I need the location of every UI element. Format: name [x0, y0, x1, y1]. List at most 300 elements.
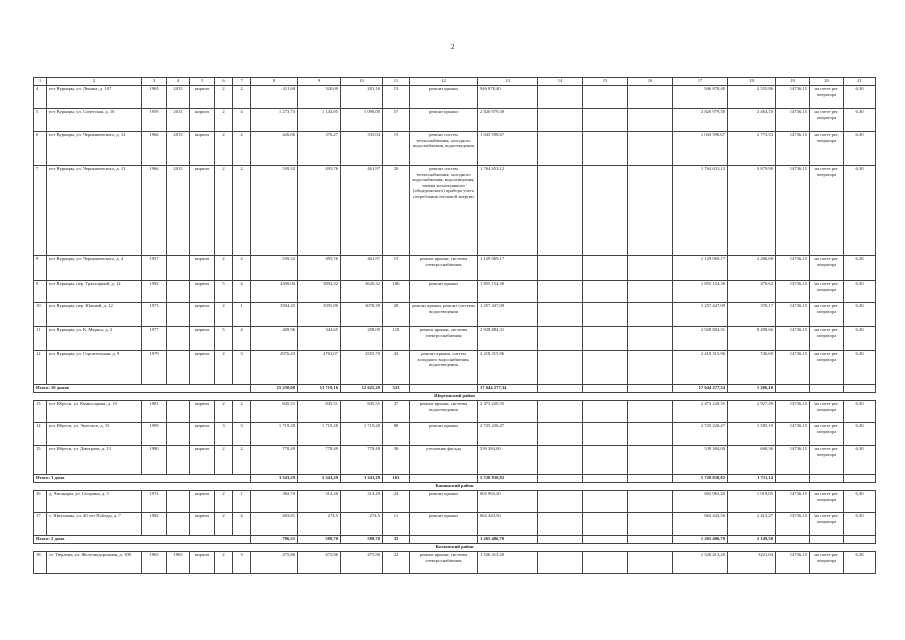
- table-cell: 6,30: [844, 132, 876, 166]
- table-cell: ремонт крыши, ремонт системы водоотведения: [410, 303, 478, 327]
- total-value: 588,70: [341, 536, 383, 544]
- table-cell: [583, 491, 628, 513]
- table-cell: 5: [215, 281, 233, 303]
- table-cell: [538, 166, 583, 256]
- table-cell: кирпич: [190, 351, 215, 385]
- table-cell: [538, 513, 583, 536]
- table-cell: [628, 446, 673, 475]
- total-value: 1 265 406,70: [478, 536, 538, 544]
- table-cell: [538, 109, 583, 132]
- table-cell: 3: [233, 552, 251, 574]
- table-cell: [538, 536, 583, 544]
- table-cell: 6,30: [844, 281, 876, 303]
- table-cell: 2 773,53: [728, 132, 776, 166]
- table-cell: 376,27: [298, 132, 341, 166]
- total-value: 17 644 277,34: [673, 385, 728, 393]
- table-cell: 6,30: [844, 401, 876, 423]
- table-row: [34, 491, 876, 513]
- table-cell: 2 413,27: [728, 513, 776, 536]
- table-cell: [583, 86, 628, 109]
- table-cell: [583, 385, 628, 393]
- table-cell: на счете рег. оператора: [810, 552, 844, 574]
- table-cell: 15: [34, 446, 47, 475]
- table-cell: ст. Тюрлема, ул. Железнодорожная, д. 100: [47, 552, 142, 574]
- table-cell: [167, 281, 190, 303]
- total-value: 1 265 406,70: [673, 536, 728, 544]
- table-cell: 2: [215, 491, 233, 513]
- table-cell: кирпич: [190, 446, 215, 475]
- table-cell: д. Чиганары, ул. Гагарина, д. 5: [47, 491, 142, 513]
- table-cell: 320,00: [298, 86, 341, 109]
- table-cell: 3: [215, 423, 233, 446]
- table-cell: 4: [233, 281, 251, 303]
- table-cell: [583, 536, 628, 544]
- table-cell: 370,17: [728, 303, 776, 327]
- table-cell: 14736,15: [776, 166, 810, 256]
- table-cell: 1 919,05: [728, 491, 776, 513]
- table-cell: 14736,15: [776, 446, 810, 475]
- column-number: 1: [34, 78, 47, 86]
- table-cell: 461,97: [341, 256, 383, 281]
- column-number: 16: [628, 78, 673, 86]
- table-cell: 13: [34, 401, 47, 423]
- column-number: 11: [383, 78, 410, 86]
- table-cell: 1965: [142, 552, 167, 574]
- column-number: 17: [673, 78, 728, 86]
- column-number: 10: [341, 78, 383, 86]
- table-cell: 57: [383, 109, 410, 132]
- table-cell: [538, 423, 583, 446]
- column-number: 13: [478, 78, 538, 86]
- table-cell: 1 719,28: [251, 423, 298, 446]
- table-cell: кирпич: [190, 303, 215, 327]
- column-number: 6: [215, 78, 233, 86]
- table-row: [34, 351, 876, 385]
- table-cell: 2: [233, 256, 251, 281]
- table-cell: 1965: [167, 552, 190, 574]
- table-cell: 6,30: [844, 86, 876, 109]
- table-cell: 1999: [142, 423, 167, 446]
- table-cell: 11: [383, 513, 410, 536]
- table-cell: 946 878,40: [673, 86, 728, 109]
- table-cell: 14736,15: [776, 256, 810, 281]
- table-cell: [628, 281, 673, 303]
- table-cell: [538, 132, 583, 166]
- table-cell: 6,30: [844, 256, 876, 281]
- table-cell: ремонт систем теплоснабжения, холодного водоснабжения, водоотведения, замена коллективного (общедомового) прибора учета потребления тепловой энергии: [410, 166, 478, 256]
- table-cell: 14736,15: [776, 513, 810, 536]
- total-label: Итого: 3 дома: [34, 475, 251, 483]
- table-row: [34, 86, 876, 109]
- table-cell: 6,30: [844, 351, 876, 385]
- table-row: [34, 303, 876, 327]
- table-cell: 1 719,28: [298, 423, 341, 446]
- table-cell: [583, 256, 628, 281]
- table-cell: [167, 401, 190, 423]
- column-number: 3: [142, 78, 167, 86]
- district-header: [34, 483, 876, 491]
- table-cell: [628, 513, 673, 536]
- table-cell: кирпич: [190, 256, 215, 281]
- table-cell: на счете рег. оператора: [810, 446, 844, 475]
- table-cell: [628, 256, 673, 281]
- table-cell: [628, 166, 673, 256]
- table-cell: 411,60: [251, 86, 298, 109]
- table-cell: 3395,80: [298, 303, 341, 327]
- table-cell: [810, 385, 844, 393]
- table-cell: 539,32: [251, 256, 298, 281]
- table-cell: 403,81: [251, 513, 298, 536]
- total-value: 3 343,29: [251, 475, 298, 483]
- table-cell: 6,30: [844, 552, 876, 574]
- column-number: 4: [167, 78, 190, 86]
- table-cell: 14736,15: [776, 351, 810, 385]
- table-cell: 2: [215, 109, 233, 132]
- table-cell: 14736,15: [776, 327, 810, 351]
- table-cell: 1982: [142, 513, 167, 536]
- table-cell: [628, 86, 673, 109]
- table-cell: 13: [383, 86, 410, 109]
- total-row: [34, 475, 876, 483]
- table-cell: 1 719,28: [341, 423, 383, 446]
- table-cell: [844, 475, 876, 483]
- table-cell: 15: [383, 132, 410, 166]
- table-cell: 476,62: [728, 281, 776, 303]
- table-cell: 2 464,10: [728, 109, 776, 132]
- table-cell: ремонт крыши, системы электроснабжения: [410, 552, 478, 574]
- table-cell: 2 725 226,47: [478, 423, 538, 446]
- table-cell: 475,86: [341, 552, 383, 574]
- table-cell: на счете рег. оператора: [810, 513, 844, 536]
- total-value: 12 625,29: [341, 385, 383, 393]
- table-cell: 2555,70: [341, 351, 383, 385]
- total-row: [34, 536, 876, 544]
- table-cell: кирпич: [190, 327, 215, 351]
- table-cell: [628, 475, 673, 483]
- table-cell: 408,96: [251, 327, 298, 351]
- table-cell: 845,51: [341, 401, 383, 423]
- table-cell: 1966: [142, 166, 167, 256]
- total-value: 5 720 830,82: [478, 475, 538, 483]
- table-cell: 746,60: [728, 351, 776, 385]
- table-cell: 1 273,73: [251, 109, 298, 132]
- total-value: 1 711,14: [728, 475, 776, 483]
- table-cell: [583, 513, 628, 536]
- table-cell: 2 928 884,31: [478, 327, 538, 351]
- table-cell: пгт Ибреси, ул. Комиссарова, д. 10: [47, 401, 142, 423]
- table-cell: [167, 446, 190, 475]
- table-cell: 1977: [142, 327, 167, 351]
- table-cell: 335,04: [341, 132, 383, 166]
- table-cell: [628, 552, 673, 574]
- table-cell: 475,86: [251, 552, 298, 574]
- table-row: [34, 552, 876, 574]
- table-row: [34, 446, 876, 475]
- table-cell: [583, 327, 628, 351]
- table-cell: 845,51: [298, 401, 341, 423]
- table-cell: 778,49: [251, 446, 298, 475]
- column-number: 14: [538, 78, 583, 86]
- table-cell: 1 764 653,12: [478, 166, 538, 256]
- table-cell: [583, 401, 628, 423]
- table-cell: пгт Вурнары, пер. Южный, д. 12: [47, 303, 142, 327]
- table-cell: 3 879,90: [728, 166, 776, 256]
- table-cell: 4: [233, 513, 251, 536]
- table-cell: [538, 256, 583, 281]
- total-value: 3 343,29: [298, 475, 341, 483]
- table-cell: ремонт крыши: [410, 86, 478, 109]
- table-cell: 118: [383, 327, 410, 351]
- table-cell: [583, 109, 628, 132]
- column-number: 2: [47, 78, 142, 86]
- table-cell: на счете рег. оператора: [810, 303, 844, 327]
- table-cell: 2976,43: [251, 351, 298, 385]
- table-cell: [628, 132, 673, 166]
- table-cell: [810, 536, 844, 544]
- table-cell: 22: [383, 552, 410, 574]
- table-cell: [538, 446, 583, 475]
- table-cell: пгт Вурнары, ул. Советская, д. 10: [47, 109, 142, 132]
- table-cell: 1 855 154,30: [478, 281, 538, 303]
- table-cell: на счете рег. оператора: [810, 166, 844, 256]
- table-cell: 662 443,50: [673, 513, 728, 536]
- table-row: [34, 166, 876, 256]
- table-cell: 3892,32: [298, 281, 341, 303]
- table-cell: 274,5: [298, 513, 341, 536]
- table-cell: на счете рег. оператора: [810, 351, 844, 385]
- table-cell: [583, 423, 628, 446]
- table-cell: 2015: [167, 132, 190, 166]
- table-cell: кирпич: [190, 86, 215, 109]
- table-cell: 6,30: [844, 109, 876, 132]
- table-cell: 382,70: [251, 491, 298, 513]
- table-cell: пгт Вурнары, ул. К. Маркса, д. 2: [47, 327, 142, 351]
- table-cell: 1973: [142, 303, 167, 327]
- table-cell: 3594,45: [251, 303, 298, 327]
- table-cell: 3: [233, 423, 251, 446]
- total-label: Итого: 2 дома: [34, 536, 251, 544]
- table-cell: 4398,00: [251, 281, 298, 303]
- table-cell: 14736,15: [776, 401, 810, 423]
- table-cell: 1963: [142, 86, 167, 109]
- table-cell: [410, 536, 478, 544]
- table-cell: 3078,39: [341, 303, 383, 327]
- table-cell: ремонт крыши: [410, 109, 478, 132]
- table-cell: [628, 401, 673, 423]
- table-cell: 20: [383, 166, 410, 256]
- table-cell: [538, 351, 583, 385]
- table-cell: [583, 132, 628, 166]
- table-cell: 14736,15: [776, 132, 810, 166]
- table-cell: 2 286,68: [728, 256, 776, 281]
- table-cell: ремонт крыши, системы водоотведения: [410, 401, 478, 423]
- table-cell: [628, 423, 673, 446]
- table-cell: [628, 491, 673, 513]
- table-cell: [167, 351, 190, 385]
- table-cell: 662 443,50: [478, 513, 538, 536]
- table-cell: на счете рег. оператора: [810, 423, 844, 446]
- table-cell: 14736,15: [776, 86, 810, 109]
- table-cell: пгт Вурнары, ул. Строительная, д. 9: [47, 351, 142, 385]
- table-cell: 778,49: [298, 446, 341, 475]
- housing-repair-table: [33, 77, 876, 574]
- table-cell: 6: [34, 132, 47, 166]
- table-cell: 14736,15: [776, 423, 810, 446]
- table-cell: 1 526 413,20: [673, 552, 728, 574]
- column-number: 7: [233, 78, 251, 86]
- table-cell: 3620,32: [341, 281, 383, 303]
- table-row: [34, 109, 876, 132]
- table-cell: 43: [383, 351, 410, 385]
- table-cell: [628, 327, 673, 351]
- table-cell: пгт Ибреси, ул. Дмитрова, д. 13: [47, 446, 142, 475]
- table-cell: на счете рег. оператора: [810, 256, 844, 281]
- table-cell: 1979: [142, 351, 167, 385]
- total-label: Итого: 10 домов: [34, 385, 251, 393]
- table-cell: 668,36: [728, 446, 776, 475]
- table-cell: 1 043 598,67: [478, 132, 538, 166]
- table-cell: [538, 491, 583, 513]
- table-cell: 6,30: [844, 491, 876, 513]
- table-cell: 946 878,40: [478, 86, 538, 109]
- total-value: 15 250,08: [251, 385, 298, 393]
- column-number-row: [34, 78, 876, 86]
- table-cell: 274,5: [341, 513, 383, 536]
- table-cell: 2: [215, 513, 233, 536]
- table-cell: 2 725 226,47: [673, 423, 728, 446]
- table-cell: [628, 109, 673, 132]
- table-cell: 426,06: [251, 132, 298, 166]
- table-cell: 6,30: [844, 303, 876, 327]
- district-name: Канашский район: [34, 483, 876, 491]
- table-cell: 8: [34, 256, 47, 281]
- table-cell: кирпич: [190, 491, 215, 513]
- table-cell: 2015: [167, 86, 190, 109]
- district-name: Козловский район: [34, 544, 876, 552]
- table-cell: на счете рег. оператора: [810, 491, 844, 513]
- table-cell: 14736,15: [776, 109, 810, 132]
- table-cell: 7: [34, 166, 47, 256]
- table-cell: ремонт крыши: [410, 423, 478, 446]
- table-cell: кирпич: [190, 132, 215, 166]
- total-value: 786,51: [251, 536, 298, 544]
- table-cell: 4: [233, 327, 251, 351]
- table-cell: на счете рег. оператора: [810, 132, 844, 166]
- table-cell: ремонт крыши, системы электроснабжения: [410, 256, 478, 281]
- table-cell: ремонт крыши: [410, 513, 478, 536]
- district-name: Шорсинский район: [34, 393, 876, 401]
- table-row: [34, 132, 876, 166]
- table-cell: [628, 385, 673, 393]
- table-cell: 2 928 884,31: [673, 327, 728, 351]
- table-cell: 495,76: [298, 256, 341, 281]
- table-cell: [583, 303, 628, 327]
- table-cell: 2: [233, 401, 251, 423]
- table-cell: ремонт крыши: [410, 491, 478, 513]
- table-cell: 28: [383, 303, 410, 327]
- table-cell: кирпич: [190, 423, 215, 446]
- table-row: [34, 401, 876, 423]
- table-cell: [583, 552, 628, 574]
- column-number: 9: [298, 78, 341, 86]
- table-cell: кирпич: [190, 552, 215, 574]
- table-cell: 3: [233, 351, 251, 385]
- table-cell: 2: [215, 401, 233, 423]
- table-cell: [538, 552, 583, 574]
- table-cell: 5: [215, 327, 233, 351]
- table-cell: 3221,64: [728, 552, 776, 574]
- table-cell: 281,16: [341, 86, 383, 109]
- total-value: 163: [383, 475, 410, 483]
- table-cell: [628, 536, 673, 544]
- table-cell: ремонт систем теплоснабжения, холодного водоснабжения, водоотведения: [410, 132, 478, 166]
- table-cell: 10: [34, 303, 47, 327]
- table-cell: 495,76: [298, 166, 341, 256]
- table-cell: пгт Ибреси, ул. Энгельса, д. 15: [47, 423, 142, 446]
- table-cell: кирпич: [190, 281, 215, 303]
- table-cell: 18: [34, 552, 47, 574]
- table-cell: 2 473 220,35: [478, 401, 538, 423]
- table-cell: 2763,07: [298, 351, 341, 385]
- table-cell: 2015: [167, 109, 190, 132]
- table-cell: на счете рег. оператора: [810, 327, 844, 351]
- table-cell: 1959: [142, 109, 167, 132]
- district-header: [34, 544, 876, 552]
- table-cell: 2: [233, 446, 251, 475]
- table-cell: 14736,15: [776, 303, 810, 327]
- total-value: 5 720 830,82: [673, 475, 728, 483]
- table-cell: 88: [383, 423, 410, 446]
- table-cell: 1: [233, 303, 251, 327]
- table-cell: 5: [34, 109, 47, 132]
- table-cell: 314,20: [298, 491, 341, 513]
- table-cell: 38: [383, 446, 410, 475]
- table-cell: 2: [233, 132, 251, 166]
- table-cell: 14: [34, 423, 47, 446]
- table-cell: 778,49: [341, 446, 383, 475]
- total-value: 13 719,16: [298, 385, 341, 393]
- total-row: [34, 385, 876, 393]
- table-cell: 344,65: [298, 327, 341, 351]
- table-cell: 2 418 315,96: [478, 351, 538, 385]
- table-cell: 2: [215, 166, 233, 256]
- table-row: [34, 256, 876, 281]
- table-cell: 12: [34, 351, 47, 385]
- table-cell: 1 855 154,30: [673, 281, 728, 303]
- table-cell: 1 257 447,09: [478, 303, 538, 327]
- column-number: 18: [728, 78, 776, 86]
- table-cell: пгт Вурнары, ул. Чернышевского, д. 4: [47, 256, 142, 281]
- table-cell: пгт Вурнары, ул. Чернышевского, д. 12: [47, 132, 142, 166]
- table-cell: 9: [34, 281, 47, 303]
- table-cell: 461,97: [341, 166, 383, 256]
- table-cell: [776, 385, 810, 393]
- table-cell: [583, 166, 628, 256]
- table-cell: пгт Вурнары, пер. Тракторный, д. 14: [47, 281, 142, 303]
- column-number: 12: [410, 78, 478, 86]
- table-cell: 2: [215, 303, 233, 327]
- table-cell: 1: [233, 491, 251, 513]
- table-cell: [538, 385, 583, 393]
- table-cell: пгт Вурнары, ул. Ленина, д. 107: [47, 86, 142, 109]
- table-cell: на счете рег. оператора: [810, 281, 844, 303]
- table-cell: [410, 385, 478, 393]
- table-cell: с. Шихазаны, ул. 40 лет Победы, д. 7: [47, 513, 142, 536]
- table-cell: 1 043 598,67: [673, 132, 728, 166]
- table-cell: 298,09: [341, 327, 383, 351]
- table-cell: [628, 351, 673, 385]
- table-cell: 845,51: [251, 401, 298, 423]
